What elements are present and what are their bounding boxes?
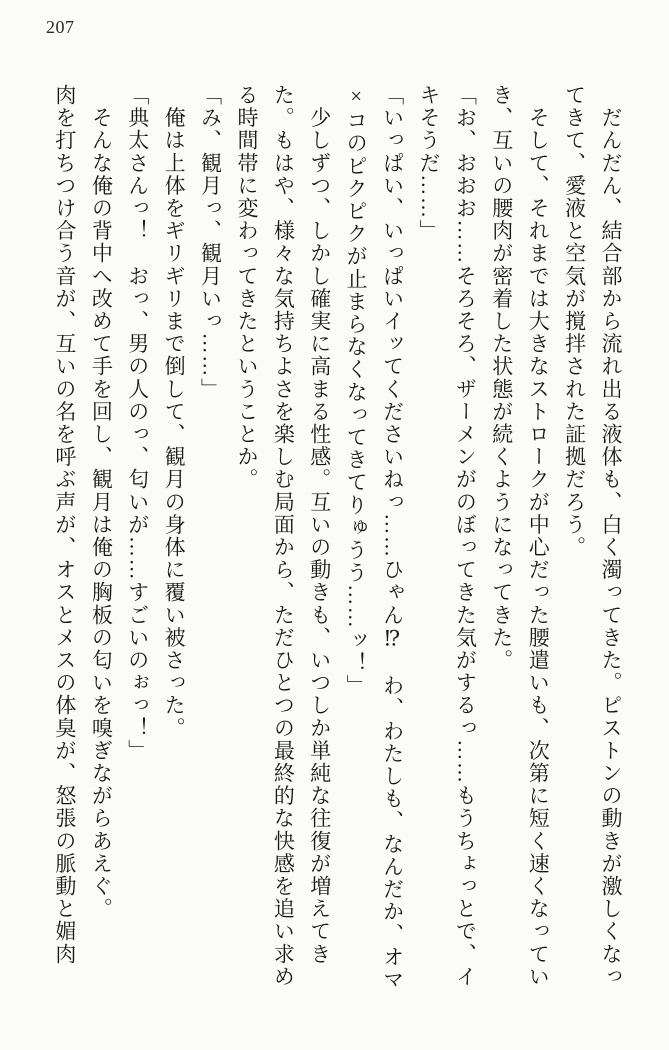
text-line: 「いっぱい、いっぱいイッてくださいねっ……ひゃん⁉ わ、わたしも、なんだか、オマ (380, 84, 405, 991)
text-line: だんだん、結合部から流れ出る液体も、白く濁ってきた。ピストンの動きが激しくなっ (599, 84, 623, 988)
text-line: ×コのピクピクが止まらなくなってきてりゅうう……ッ！」 (344, 84, 369, 698)
text-line: た。もはや、様々な気持ちよさを楽しむ局面から、ただひとつの最終的な快感を追い求め (271, 84, 296, 988)
text-block (47, 84, 630, 992)
text-line: 「お、おおお……そろそろ、ザーメンがのぼってきた気がするっ……もうちょっとで、イ (453, 84, 478, 988)
text-line: 肉を打ちつけ合う音が、互いの名を呼ぶ声が、オスとメスの体臭が、怒張の脈動と媚肉 (52, 84, 77, 966)
text-line: 少しずつ、しかし確実に高まる性感。互いの動きも、いつしか単純な往復が増えてき (307, 84, 332, 966)
page-number: 207 (46, 17, 75, 37)
text-line: 「み、観月っ、観月いっ……」 (198, 84, 223, 401)
text-line: そんな俺の背中へ改めて手を回し、観月は俺の胸板の匂いを嗅ぎながらあえぐ。 (89, 84, 114, 921)
text-line: そして、それまでは大きなストロークが中心だった腰遣いも、次第に短く速くなってい (526, 84, 551, 988)
text-line: 「典太さんっ！ おっ、男の人のっ、匂いが……すごいのぉっ！」 (125, 84, 150, 762)
text-line: る時間帯に変わってきたということか。 (234, 84, 259, 491)
text-line: キそうだ……」 (416, 84, 441, 243)
text-line: き、互いの腰肉が密着した状態が続くようになってきた。 (489, 84, 514, 672)
text-line: てきて、愛液と空気が撹拌された証拠だろう。 (562, 84, 587, 559)
text-line: 俺は上体をギリギリまで倒して、観月の身体に覆い被さった。 (162, 84, 187, 740)
